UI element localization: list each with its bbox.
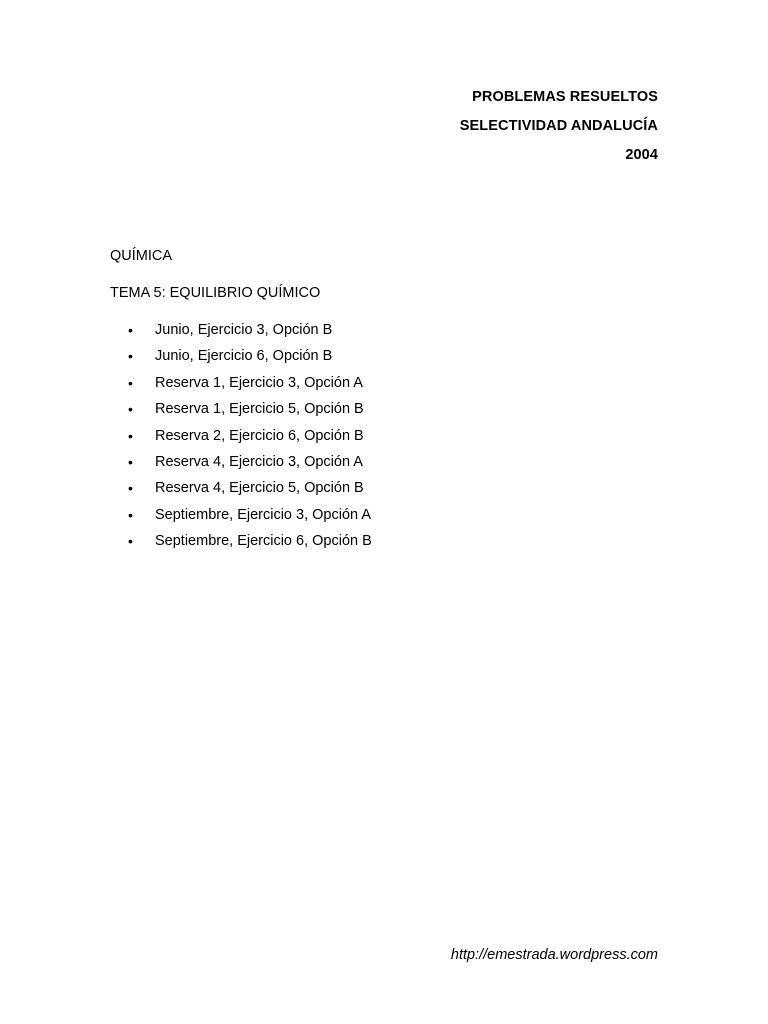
bullet-icon: • [128, 480, 133, 497]
exercise-label: Reserva 2, Ejercicio 6, Opción B [155, 427, 364, 444]
bullet-icon: • [128, 374, 133, 391]
bullet-icon: • [128, 401, 133, 418]
header-subtitle: SELECTIVIDAD ANDALUCÍA [459, 118, 658, 134]
bullet-icon: • [128, 453, 133, 470]
exercise-label: Reserva 4, Ejercicio 3, Opción A [155, 453, 363, 470]
topic-heading: TEMA 5: EQUILIBRIO QUÍMICO [110, 285, 321, 301]
exercise-label: Septiembre, Ejercicio 6, Opción B [155, 533, 372, 550]
bullet-icon: • [128, 533, 133, 550]
bullet-icon: • [128, 322, 133, 338]
document-header [460, 83, 658, 170]
subject-heading: QUÍMICA [110, 248, 173, 264]
exercise-label: Reserva 1, Ejercicio 3, Opción A [155, 374, 363, 391]
header-title: PROBLEMAS RESUELTOS [472, 89, 658, 105]
exercise-label: Reserva 1, Ejercicio 5, Opción B [155, 401, 364, 418]
exercise-label: Junio, Ejercicio 6, Opción B [155, 348, 333, 365]
bullet-icon: • [128, 427, 133, 444]
header-year: 2004 [625, 147, 658, 163]
exercise-label: Junio, Ejercicio 3, Opción B [155, 322, 333, 338]
exercise-label: Reserva 4, Ejercicio 5, Opción B [155, 480, 364, 497]
footer-url-link[interactable]: http://emestrada.wordpress.com [450, 947, 658, 963]
bullet-icon: • [128, 348, 133, 365]
bullet-icon: • [128, 506, 133, 523]
exercise-label: Septiembre, Ejercicio 3, Opción A [155, 506, 371, 523]
